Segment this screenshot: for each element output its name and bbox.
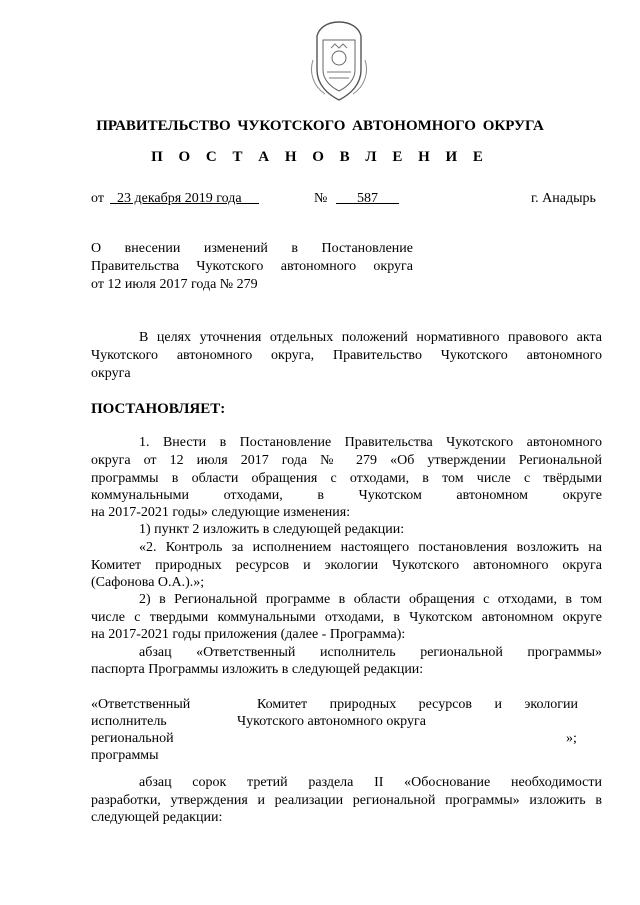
coat-of-arms-icon — [305, 20, 373, 105]
body-line: следующей редакции: — [91, 810, 223, 825]
table-right-cell: Чукотского автономного округа — [237, 714, 426, 729]
subject-line: от 12 июля 2017 года № 279 — [91, 277, 258, 292]
document-city: г. Анадырь — [531, 191, 596, 206]
body-line: паспорта Программы изложить в следующей редакции: — [91, 662, 424, 677]
government-title: ПРАВИТЕЛЬСТВО ЧУКОТСКОГО АВТОНОМНОГО ОКРУГА — [96, 118, 544, 134]
body-line: абзац «Ответственный исполнитель региональной программы» — [139, 645, 602, 660]
body-line: (Сафонова О.А.).»; — [91, 575, 205, 590]
body-line: программы в области обращения с отходами, в том числе с твёрдыми — [91, 471, 602, 486]
table-left-cell: программы — [91, 748, 159, 763]
document-number: 587 — [357, 191, 378, 206]
table-end-quote: »; — [566, 731, 577, 746]
subject-line: Правительства Чукотского автономного округа — [91, 259, 413, 274]
resolves-heading: ПОСТАНОВЛЯЕТ: — [91, 401, 226, 417]
table-left-cell: региональной — [91, 731, 174, 746]
preamble-line: округа — [91, 366, 131, 381]
body-line: разработки, утверждения и реализации региональной программы» изложить в — [91, 793, 602, 808]
body-line: 1) пункт 2 изложить в следующей редакции: — [139, 522, 405, 537]
body-line: коммунальными отходами, в Чукотском автономном округе — [91, 488, 602, 503]
body-line: округа от 12 июля 2017 года № 279 «Об утверждении Региональной — [91, 453, 602, 468]
body-line: на 2017-2021 годы» следующие изменения: — [91, 505, 351, 520]
table-left-cell: исполнитель — [91, 714, 167, 729]
body-line: «2. Контроль за исполнением настоящего постановления возложить на — [139, 540, 602, 555]
table-left-cell: «Ответственный — [91, 697, 191, 712]
table-right-cell: Комитет природных ресурсов и экологии — [257, 697, 578, 712]
preamble-line: Чукотского автономного округа, Правительство Чукотского автономного — [91, 348, 602, 363]
date-prefix: от — [91, 191, 104, 206]
number-prefix: № — [314, 191, 328, 206]
body-line: абзац сорок третий раздела II «Обоснование необходимости — [139, 775, 602, 790]
body-line: на 2017-2021 годы приложения (далее - Программа): — [91, 627, 406, 642]
body-line: числе с твердыми коммунальными отходами, в Чукотском автономном округе — [91, 610, 602, 625]
body-line: 1. Внести в Постановление Правительства Чукотского автономного — [139, 435, 602, 450]
document-type: П О С Т А Н О В Л Е Н И Е — [151, 149, 489, 165]
body-line: Комитет природных ресурсов и экологии Чукотского автономного округа — [91, 558, 602, 573]
body-line: 2) в Региональной программе в области обращения с отходами, в том — [139, 592, 602, 607]
document-date: 23 декабря 2019 года — [117, 191, 242, 206]
preamble-line: В целях уточнения отдельных положений нормативного правового акта — [139, 330, 602, 345]
subject-line: О внесении изменений в Постановление — [91, 241, 413, 256]
